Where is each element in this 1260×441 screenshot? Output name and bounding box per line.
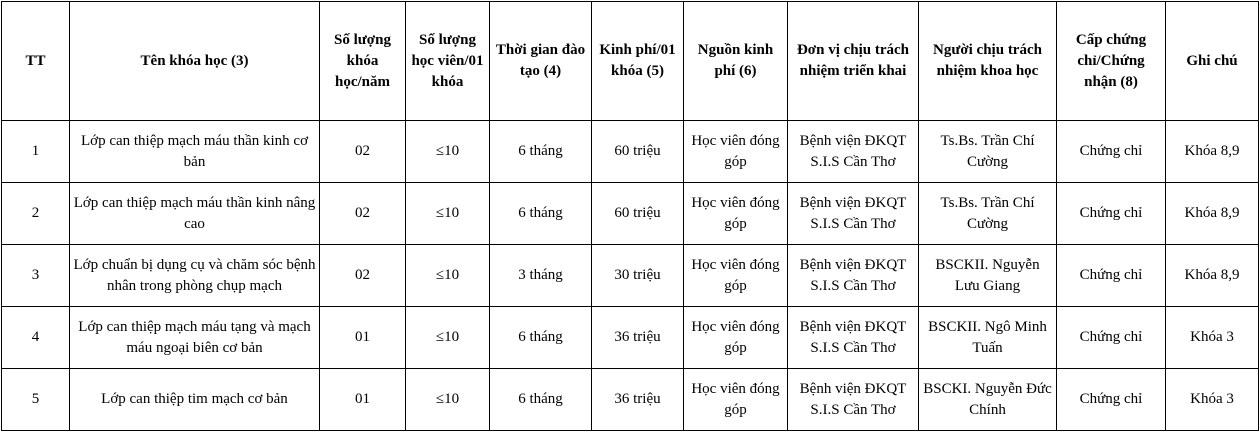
cell-funding: Học viên đóng góp	[684, 369, 788, 431]
cell-students-per-course: ≤10	[406, 307, 490, 369]
cell-cost: 60 triệu	[592, 121, 684, 183]
cell-duration: 3 tháng	[490, 245, 592, 307]
table-row	[2, 307, 1259, 369]
cell-funding: Học viên đóng góp	[684, 307, 788, 369]
cell-course-name: Lớp can thiệp mạch máu tạng và mạch máu ngoại biên cơ bản	[70, 307, 320, 369]
cell-tt: 4	[2, 307, 70, 369]
cell-note: Khóa 8,9	[1166, 183, 1259, 245]
cell-unit: Bệnh viện ĐKQT S.I.S Cần Thơ	[788, 183, 919, 245]
header-tt: TT	[2, 2, 70, 121]
header-funding: Nguồn kinh phí (6)	[684, 2, 788, 121]
header-note: Ghi chú	[1166, 2, 1259, 121]
cell-unit: Bệnh viện ĐKQT S.I.S Cần Thơ	[788, 245, 919, 307]
cell-course-name: Lớp can thiệp mạch máu thần kinh nâng cao	[70, 183, 320, 245]
cell-certificate: Chứng chỉ	[1057, 369, 1166, 431]
cell-person: BSCKII. Ngô Minh Tuấn	[919, 307, 1057, 369]
table-row	[2, 245, 1259, 307]
table-row	[2, 369, 1259, 431]
cell-duration: 6 tháng	[490, 369, 592, 431]
training-courses-table	[1, 1, 1259, 431]
cell-note: Khóa 3	[1166, 369, 1259, 431]
cell-tt: 3	[2, 245, 70, 307]
cell-note: Khóa 3	[1166, 307, 1259, 369]
cell-certificate: Chứng chỉ	[1057, 307, 1166, 369]
header-certificate: Cấp chứng chỉ/Chứng nhận (8)	[1057, 2, 1166, 121]
cell-duration: 6 tháng	[490, 307, 592, 369]
header-courses-per-year: Số lượng khóa học/năm	[320, 2, 406, 121]
cell-course-name: Lớp can thiệp tim mạch cơ bản	[70, 369, 320, 431]
cell-person: Ts.Bs. Trần Chí Cường	[919, 183, 1057, 245]
cell-cost: 60 triệu	[592, 183, 684, 245]
table-row	[2, 183, 1259, 245]
cell-cost: 36 triệu	[592, 307, 684, 369]
cell-certificate: Chứng chỉ	[1057, 183, 1166, 245]
cell-duration: 6 tháng	[490, 121, 592, 183]
table-header-row	[2, 2, 1259, 121]
cell-person: BSCKI. Nguyễn Đức Chính	[919, 369, 1057, 431]
cell-note: Khóa 8,9	[1166, 245, 1259, 307]
cell-person: BSCKII. Nguyễn Lưu Giang	[919, 245, 1057, 307]
cell-cost: 30 triệu	[592, 245, 684, 307]
header-person: Người chịu trách nhiệm khoa học	[919, 2, 1057, 121]
cell-tt: 5	[2, 369, 70, 431]
header-course-name: Tên khóa học (3)	[70, 2, 320, 121]
cell-courses-per-year: 02	[320, 121, 406, 183]
cell-students-per-course: ≤10	[406, 121, 490, 183]
cell-funding: Học viên đóng góp	[684, 245, 788, 307]
cell-certificate: Chứng chỉ	[1057, 245, 1166, 307]
cell-tt: 1	[2, 121, 70, 183]
cell-students-per-course: ≤10	[406, 245, 490, 307]
cell-tt: 2	[2, 183, 70, 245]
cell-unit: Bệnh viện ĐKQT S.I.S Cần Thơ	[788, 369, 919, 431]
cell-students-per-course: ≤10	[406, 369, 490, 431]
cell-courses-per-year: 02	[320, 245, 406, 307]
cell-course-name: Lớp can thiệp mạch máu thần kinh cơ bản	[70, 121, 320, 183]
cell-person: Ts.Bs. Trần Chí Cường	[919, 121, 1057, 183]
cell-funding: Học viên đóng góp	[684, 183, 788, 245]
cell-students-per-course: ≤10	[406, 183, 490, 245]
cell-certificate: Chứng chỉ	[1057, 121, 1166, 183]
header-duration: Thời gian đào tạo (4)	[490, 2, 592, 121]
cell-course-name: Lớp chuẩn bị dụng cụ và chăm sóc bệnh nhân trong phòng chụp mạch	[70, 245, 320, 307]
cell-courses-per-year: 02	[320, 183, 406, 245]
cell-funding: Học viên đóng góp	[684, 121, 788, 183]
cell-unit: Bệnh viện ĐKQT S.I.S Cần Thơ	[788, 307, 919, 369]
cell-courses-per-year: 01	[320, 369, 406, 431]
header-unit: Đơn vị chịu trách nhiệm triển khai	[788, 2, 919, 121]
cell-unit: Bệnh viện ĐKQT S.I.S Cần Thơ	[788, 121, 919, 183]
table-row	[2, 121, 1259, 183]
cell-courses-per-year: 01	[320, 307, 406, 369]
cell-cost: 36 triệu	[592, 369, 684, 431]
header-students-per-course: Số lượng học viên/01 khóa	[406, 2, 490, 121]
header-cost: Kinh phí/01 khóa (5)	[592, 2, 684, 121]
cell-note: Khóa 8,9	[1166, 121, 1259, 183]
cell-duration: 6 tháng	[490, 183, 592, 245]
